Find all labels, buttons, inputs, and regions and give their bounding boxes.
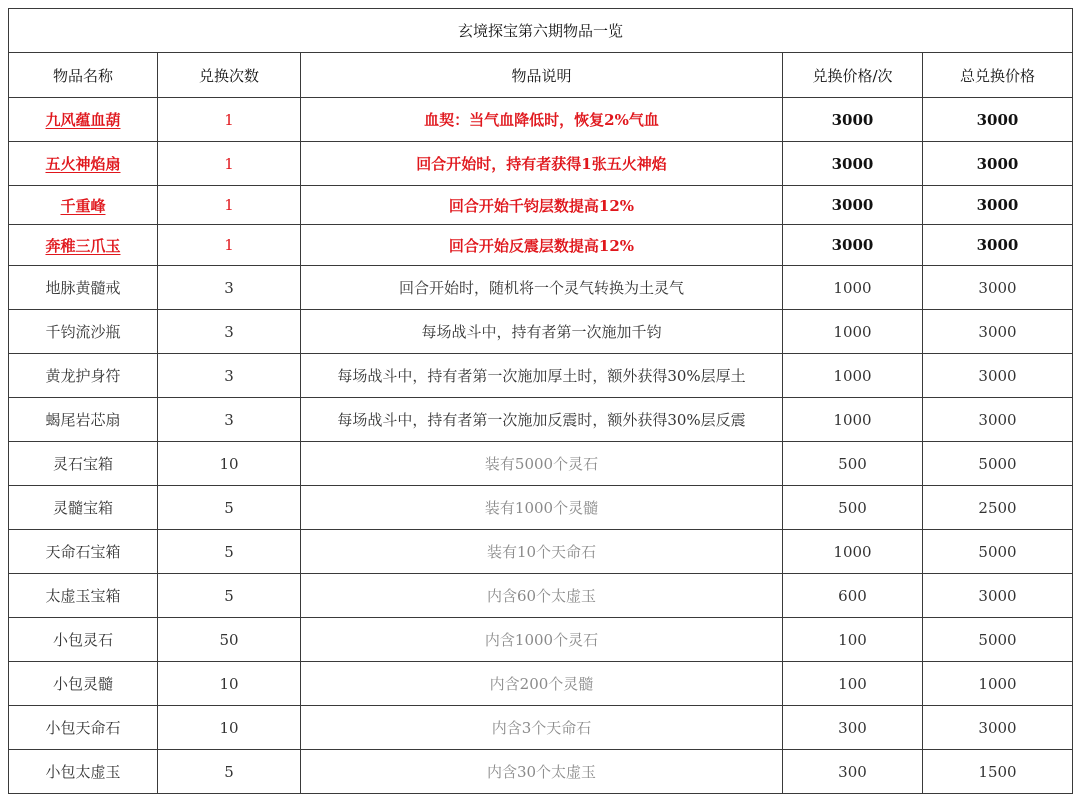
item-count: 5 (158, 574, 301, 618)
item-name: 地脉黄髓戒 (9, 266, 158, 310)
table-row (9, 186, 1073, 225)
item-name-link[interactable]: 奔稚三爪玉 (45, 236, 121, 255)
item-count: 3 (158, 398, 301, 442)
item-count: 3 (158, 266, 301, 310)
item-unit-price: 1000 (783, 266, 923, 310)
table-row (9, 354, 1073, 398)
table-row (9, 750, 1073, 794)
item-unit-price: 3000 (783, 186, 923, 225)
item-desc: 每场战斗中，持有者第一次施加反震时，额外获得30%层反震 (301, 398, 783, 442)
item-name-link[interactable]: 九风蕴血葫 (45, 111, 121, 129)
item-desc: 内含200个灵髓 (301, 662, 783, 706)
item-total-price: 3000 (923, 354, 1073, 398)
item-total-price: 3000 (923, 225, 1073, 266)
table-title-row (9, 9, 1073, 53)
item-unit-price: 1000 (783, 398, 923, 442)
header-unit-price: 兑换价格/次 (783, 53, 923, 98)
item-name: 黄龙护身符 (9, 354, 158, 398)
item-count: 1 (158, 142, 301, 186)
table-row (9, 310, 1073, 354)
item-table-container (8, 8, 1073, 794)
item-total-price: 3000 (923, 310, 1073, 354)
item-unit-price: 3000 (783, 98, 923, 142)
header-name: 物品名称 (9, 53, 158, 98)
item-count: 5 (158, 750, 301, 794)
header-total-price: 总兑换价格 (923, 53, 1073, 98)
item-unit-price: 300 (783, 706, 923, 750)
item-unit-price: 300 (783, 750, 923, 794)
item-total-price: 5000 (923, 618, 1073, 662)
table-row (9, 442, 1073, 486)
item-total-price: 1500 (923, 750, 1073, 794)
item-total-price: 1000 (923, 662, 1073, 706)
item-name: 太虚玉宝箱 (9, 574, 158, 618)
item-total-price: 5000 (923, 442, 1073, 486)
table-row (9, 574, 1073, 618)
table-row (9, 266, 1073, 310)
item-desc: 内含1000个灵石 (301, 618, 783, 662)
item-desc: 每场战斗中，持有者第一次施加千钧 (301, 310, 783, 354)
item-name-link[interactable]: 五火神焰扇 (45, 155, 121, 173)
item-desc: 内含30个太虚玉 (301, 750, 783, 794)
item-count: 3 (158, 310, 301, 354)
item-desc: 回合开始反震层数提高12% (301, 225, 783, 266)
item-total-price: 3000 (923, 398, 1073, 442)
item-unit-price: 3000 (783, 225, 923, 266)
header-count: 兑换次数 (158, 53, 301, 98)
item-total-price: 3000 (923, 706, 1073, 750)
item-name-link[interactable]: 千重峰 (60, 196, 106, 215)
item-name: 天命石宝箱 (9, 530, 158, 574)
item-table (8, 8, 1073, 794)
table-title: 玄境探宝第六期物品一览 (9, 9, 1073, 53)
item-unit-price: 1000 (783, 530, 923, 574)
item-total-price: 3000 (923, 574, 1073, 618)
item-desc: 每场战斗中，持有者第一次施加厚土时，额外获得30%层厚土 (301, 354, 783, 398)
table-row (9, 225, 1073, 266)
item-desc: 装有5000个灵石 (301, 442, 783, 486)
item-unit-price: 100 (783, 662, 923, 706)
item-count: 10 (158, 662, 301, 706)
item-name: 灵髓宝箱 (9, 486, 158, 530)
table-row (9, 486, 1073, 530)
item-desc: 装有10个天命石 (301, 530, 783, 574)
item-total-price: 5000 (923, 530, 1073, 574)
item-desc: 装有1000个灵髓 (301, 486, 783, 530)
item-count: 5 (158, 486, 301, 530)
item-count: 1 (158, 98, 301, 142)
item-unit-price: 600 (783, 574, 923, 618)
item-name: 千钧流沙瓶 (9, 310, 158, 354)
item-unit-price: 1000 (783, 310, 923, 354)
item-count: 10 (158, 706, 301, 750)
item-desc: 回合开始千钧层数提高12% (301, 186, 783, 225)
item-name: 灵石宝箱 (9, 442, 158, 486)
item-total-price: 3000 (923, 142, 1073, 186)
item-name: 小包太虚玉 (9, 750, 158, 794)
item-total-price: 2500 (923, 486, 1073, 530)
item-name: 蝎尾岩芯扇 (9, 398, 158, 442)
header-desc: 物品说明 (301, 53, 783, 98)
table-row (9, 530, 1073, 574)
item-count: 50 (158, 618, 301, 662)
item-desc: 内含60个太虚玉 (301, 574, 783, 618)
item-count: 1 (158, 225, 301, 266)
item-unit-price: 500 (783, 442, 923, 486)
item-unit-price: 3000 (783, 142, 923, 186)
table-row (9, 618, 1073, 662)
item-count: 1 (158, 186, 301, 225)
table-row (9, 662, 1073, 706)
item-name: 小包天命石 (9, 706, 158, 750)
table-row (9, 706, 1073, 750)
item-desc: 内含3个天命石 (301, 706, 783, 750)
item-name: 小包灵髓 (9, 662, 158, 706)
item-desc: 回合开始时，随机将一个灵气转换为土灵气 (301, 266, 783, 310)
item-name: 小包灵石 (9, 618, 158, 662)
table-row (9, 398, 1073, 442)
table-row (9, 142, 1073, 186)
item-desc: 血契：当气血降低时，恢复2%气血 (301, 98, 783, 142)
item-total-price: 3000 (923, 266, 1073, 310)
table-header-row (9, 53, 1073, 98)
item-unit-price: 500 (783, 486, 923, 530)
item-count: 3 (158, 354, 301, 398)
item-total-price: 3000 (923, 98, 1073, 142)
item-count: 10 (158, 442, 301, 486)
table-row (9, 98, 1073, 142)
item-unit-price: 100 (783, 618, 923, 662)
item-total-price: 3000 (923, 186, 1073, 225)
item-desc: 回合开始时，持有者获得1张五火神焰 (301, 142, 783, 186)
item-count: 5 (158, 530, 301, 574)
item-unit-price: 1000 (783, 354, 923, 398)
